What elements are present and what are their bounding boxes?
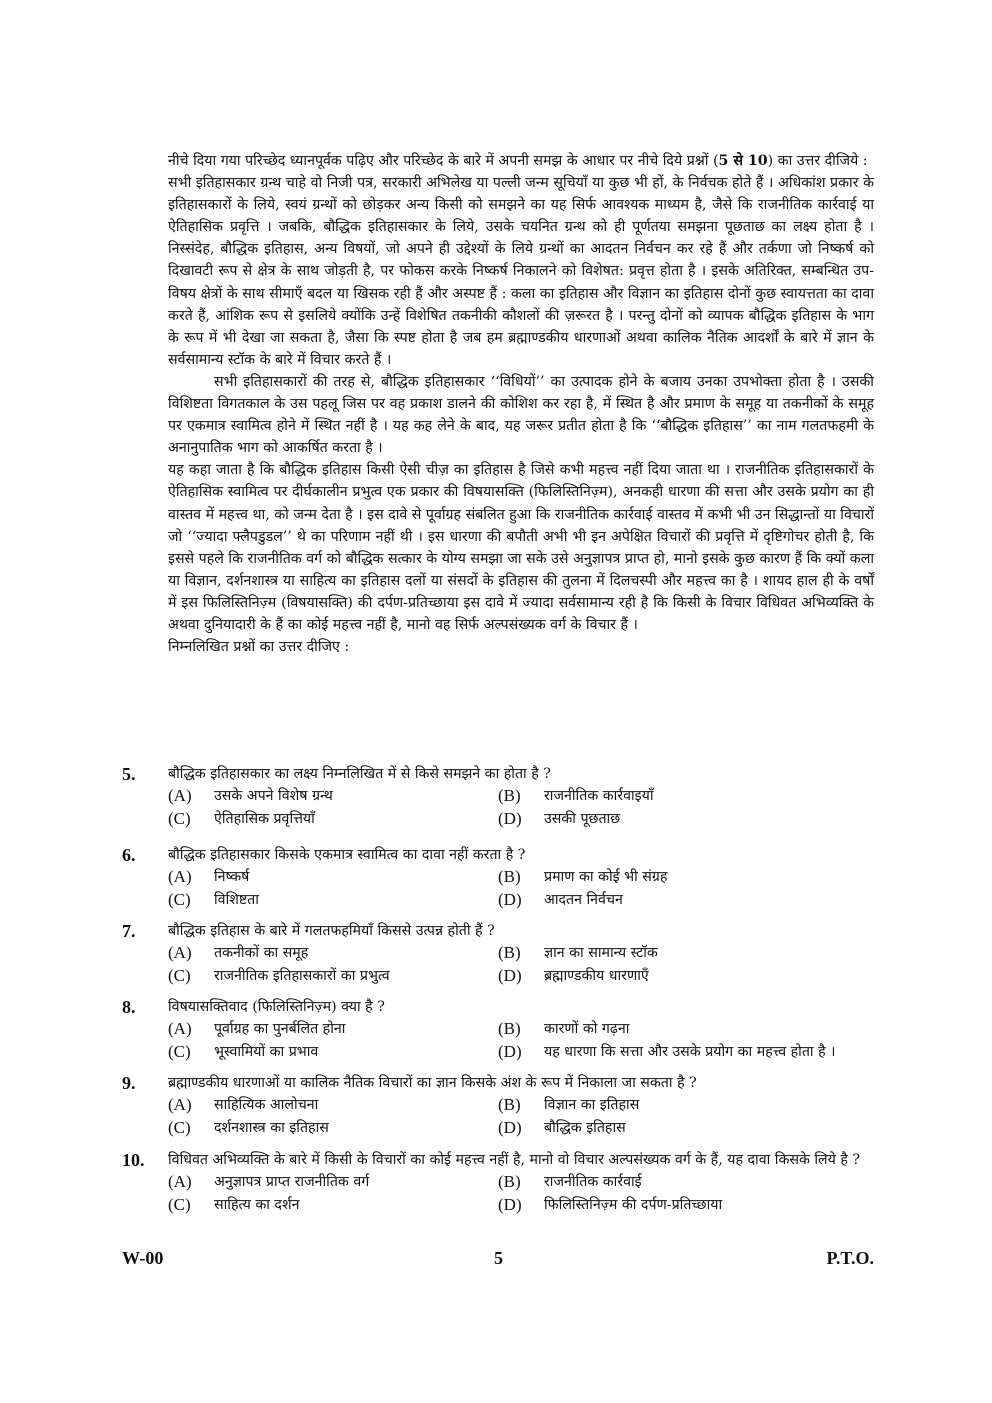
question-7 (122, 920, 874, 987)
question-text: बौद्धिक इतिहासकार का लक्ष्य निम्नलिखित में से किसे समझने का होता है ? (168, 766, 551, 782)
question-text: बौद्धिक इतिहास के बारे में गलतफहमियाँ किससे उत्पन्न होती हैं ? (168, 923, 495, 939)
answer-prompt: निम्नलिखित प्रश्नों का उत्तर दीजिए : (168, 639, 350, 656)
question-number: 5. (122, 764, 136, 784)
option-c: (C) भूस्वामियों का प्रभाव (168, 1042, 319, 1061)
page-number: 5 (494, 1248, 503, 1268)
option-d: (D) उसकी पूछताछ (498, 809, 621, 828)
question-number: 10. (122, 1150, 145, 1170)
option-a: (A) साहित्यिक आलोचना (168, 1095, 319, 1114)
option-b: (B) विज्ञान का इतिहास (498, 1095, 640, 1114)
option-b: (B) प्रमाण का कोई भी संग्रह (498, 867, 668, 886)
option-d: (D) फिलिस्तिनिज़्म की दर्पण-प्रतिच्छाया (498, 1195, 723, 1214)
reading-passage (168, 150, 874, 658)
question-9 (122, 1072, 874, 1139)
question-number: 6. (122, 845, 136, 865)
passage-paragraph-2: सभी इतिहासकारों की तरह से, बौद्धिक इतिहासकार ‘‘विधियों’’ का उत्पादक होने के बजाय उनका उपभोक्ता होता है । उसकी विशिष्टता विगतकाल के उस पहलू जिस पर वह प्रकाश डालने की कोशिश कर रहा है, में स्थित है और प्रमाण के समूह या तकनीकों के समूह पर एकमात्र स्वामित्व होने में स्थित नहीं है । यह कह लेने के बाद, यह जरूर प्रतीत होता है कि ‘‘बौद्धिक इतिहास’’ का नाम गलतफहमी के अनानुपातिक भाग को आकर्षित करता है । (168, 373, 874, 457)
option-c: (C) विशिष्टता (168, 890, 259, 909)
option-c: (C) दर्शनशास्त्र का इतिहास (168, 1118, 329, 1137)
question-6 (122, 844, 874, 911)
option-d: (D) यह धारणा कि सत्ता और उसके प्रयोग का महत्त्व होता है । (498, 1042, 836, 1061)
option-a: (A) पूर्वाग्रह का पुनर्बलित होना (168, 1019, 346, 1038)
please-turn-over: P.T.O. (826, 1248, 874, 1268)
passage-instruction: नीचे दिया गया परिच्छेद ध्यानपूर्वक पढ़िए और परिच्छेद के बारे में अपनी समझ के आधार पर नीचे दिये प्रश्नों (5 से 10) का उत्तर दीजिये : (168, 153, 868, 169)
question-text: विषयासक्तिवाद (फिलिस्तिनिज़्म) क्या है ? (168, 999, 385, 1015)
option-a: (A) तकनीकों का समूह (168, 943, 309, 962)
option-a: (A) उसके अपने विशेष ग्रन्थ (168, 786, 333, 805)
option-b: (B) ज्ञान का सामान्य स्टॉक (498, 943, 658, 962)
option-c: (C) राजनीतिक इतिहासकारों का प्रभुत्व (168, 966, 390, 985)
option-a: (A) निष्कर्ष (168, 867, 250, 886)
paper-code: W-00 (122, 1248, 164, 1268)
option-d: (D) आदतन निर्वचन (498, 890, 623, 909)
option-c: (C) साहित्य का दर्शन (168, 1195, 300, 1214)
question-8 (122, 996, 874, 1063)
passage-paragraph-3: यह कहा जाता है कि बौद्धिक इतिहास किसी ऐसी चीज़ का इतिहास है जिसे कभी महत्त्व नहीं दिया जाता था । राजनीतिक इतिहासकारों के ऐतिहासिक स्वामित्व पर दीर्घकालीन प्रभुत्व एक प्रकार की विषयासक्ति (फिलिस्तिनिज़्म), अनकही धारणा की सत्ता और उसके प्रयोग का ही वास्तव में महत्त्व था, को जन्म देता है । इस दावे से पूर्वाग्रह संबलित हुआ कि राजनीतिक कार्रवाई वास्तव में कभी भी उन सिद्धान्तों या विचारों जो ‘‘ज्यादा फ्लैपडुडल’’ थे का परिणाम नहीं थी । इस धारणा की बपौती अभी भी इन अपेक्षित विचारों की प्रवृत्ति में दृष्टिगोचर होती है, कि इससे पहले कि राजनीतिक वर्ग को बौद्धिक सत्कार के योग्य समझा जा सके उसे अनुज्ञापत्र प्राप्त हो, मानो इसके कुछ कारण हैं कि क्यों कला या विज्ञान, दर्शनशास्त्र या साहित्य का इतिहास दलों या संसदों के इतिहास की तुलना में दिलचस्पी और महत्त्व का है । शायद हाल ही के वर्षों में इस फिलिस्तिनिज़्म (विषयासक्ति) की दर्पण-प्रतिच्छाया इस दावे में ज्यादा सर्वसामान्य रही है कि किसी के विचार विधिवत अभिव्यक्ति के अथवा दुनियादारी के हैं का कोई महत्त्व नहीं है, मानो वह सिर्फ अल्पसंख्यक वर्ग के विचार हैं । (168, 462, 874, 633)
option-d: (D) ब्रह्माण्डकीय धारणाएँ (498, 966, 649, 985)
passage-paragraph-1: सभी इतिहासकार ग्रन्थ चाहे वो निजी पत्र, सरकारी अभिलेख या पल्ली जन्म सूचियाँ या कुछ भी हों, के निर्वचक होते हैं । अधिकांश प्रकार के इतिहासकारों के लिये, स्वयं ग्रन्थों को छोड़कर अन्य किसी को समझने का यह सिर्फ आवश्यक माध्यम है, जैसे कि राजनीतिक कार्रवाई या ऐतिहासिक प्रवृत्ति । जबकि, बौद्धिक इतिहासकार के लिये, उसके चयनित ग्रन्थ को ही पूर्णतया समझना पूछताछ का लक्ष्य होता है । निस्संदेह, बौद्धिक इतिहास, अन्य विषयों, जो अपने ही उद्देश्यों के लिये ग्रन्थों का आदतन निर्वचन कर रहे हैं और तर्कणा जो निष्कर्ष को दिखावटी रूप से क्षेत्र के साथ जोड़ती है, पर फोकस करके निष्कर्ष निकालने को विशेषत: प्रवृत्त होता है । इसके अतिरिक्त, सम्बन्धित उप-विषय क्षेत्रों के साथ सीमाएँ बदल या खिसक रही हैं और अस्पष्ट हैं : कला का इतिहास और विज्ञान का इतिहास दोनों कुछ स्वायत्तता का दावा करते हैं, आंशिक रूप से इसलिये क्योंकि उन्हें विशेषित तकनीकी कौशलों की ज़रूरत है । परन्तु दोनों को व्यापक बौद्धिक इतिहास के भाग के रूप में भी देखा जा सकता है, जैसा कि स्पष्ट होता है जब हम ब्रह्माण्डकीय धारणाओं अथवा कालिक नैतिक आदर्शों के बारे में ज्ञान के सर्वसामान्य स्टॉक के बारे में विचार करते हैं । (168, 175, 874, 368)
page-footer (122, 1248, 874, 1272)
question-text: ब्रह्माण्डकीय धारणाओं या कालिक नैतिक विचारों का ज्ञान किसके अंश के रूप में निकाला जा सकता है ? (168, 1075, 697, 1091)
option-c: (C) ऐतिहासिक प्रवृत्तियाँ (168, 809, 315, 828)
question-number: 7. (122, 921, 136, 941)
question-number: 9. (122, 1073, 136, 1093)
option-b: (B) कारणों को गढ़ना (498, 1019, 630, 1038)
question-number: 8. (122, 997, 136, 1017)
question-10 (122, 1149, 874, 1216)
option-b: (B) राजनीतिक कार्रवाई (498, 1172, 642, 1191)
question-range: 5 से 10 (718, 153, 768, 169)
option-d: (D) बौद्धिक इतिहास (498, 1118, 626, 1137)
question-5 (122, 763, 874, 830)
option-b: (B) राजनीतिक कार्रवाइयाँ (498, 786, 654, 805)
question-text: बौद्धिक इतिहासकार किसके एकमात्र स्वामित्व का दावा नहीं करता है ? (168, 847, 526, 863)
question-text: विधिवत अभिव्यक्ति के बारे में किसी के विचारों का कोई महत्त्व नहीं है, मानो वो विचार अल्पसंख्यक वर्ग के हैं, यह दावा किसके लिये है ? (168, 1152, 861, 1168)
option-a: (A) अनुज्ञापत्र प्राप्त राजनीतिक वर्ग (168, 1172, 370, 1191)
